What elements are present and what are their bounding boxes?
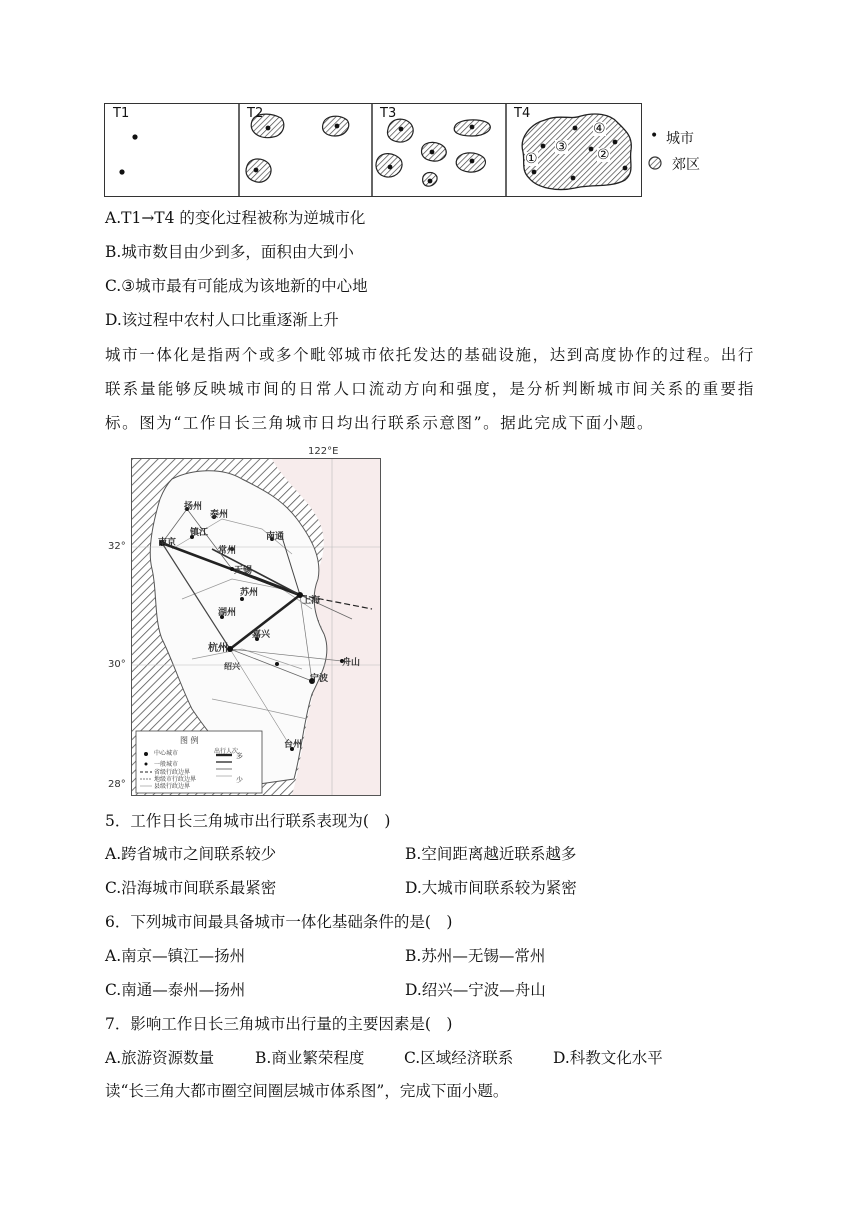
map-city-ningbo: 宁波 [310,674,329,684]
urbanization-stages-figure [104,103,642,197]
map-city-taizhou: 泰州 [210,510,229,520]
map-city-yangzhou: 扬州 [184,502,203,512]
map-city-suzhou: 苏州 [240,588,259,598]
q5-option-c: C.沿海城市间联系最紧密 [105,879,277,897]
map-city-shanghai: 上海 [302,596,321,606]
q4-option-c: C.③城市最有可能成为该地新的中心地 [105,277,368,295]
map-city-wuxi: 无锡 [234,566,253,576]
map-lon-122: 122°E [308,446,339,457]
q7-option-b: B.商业繁荣程度 [255,1049,365,1067]
next-section-intro: 读“长三角大都市圈空间圈层城市体系图”，完成下面小题。 [105,1082,509,1100]
map-lat-30: 30° [108,659,126,670]
legend-city-label: 城市 [666,131,694,147]
map-city-changzhou: 常州 [218,546,237,556]
reading-passage: 城市一体化是指两个或多个毗邻城市依托发达的基础设施，达到高度协作的过程。出行联系量能够反映城市间的日常人口流动方向和强度，是分析判断城市间关系的重要指标。图为“工作日长三角城市日均出行联系示意图”。据此完成下面小题。 [105,346,755,432]
map-city-jiaxing: 嘉兴 [252,630,271,640]
map-city-nantong: 南通 [266,532,285,542]
suburb-hatch-icon [648,156,662,170]
map-city-nanjing: 南京 [158,538,177,548]
map-legend-title: 图 例 [180,736,199,745]
q6-option-d: D.绍兴—宁波—舟山 [405,981,546,999]
map-city-huzhou: 湖州 [218,608,237,618]
map-legend-flow-many: 多 [236,752,243,760]
map-legend-flow-few: 少 [236,776,243,784]
q4-option-b: B.城市数目由少到多，面积由大到小 [105,243,354,261]
q4-option-d: D.该过程中农村人口比重逐渐上升 [105,311,339,329]
q4-option-a: A.T1→T4 的变化过程被称为逆城市化 [105,209,366,227]
t4-number-4: ④ [593,121,606,137]
map-legend-prefecture-border: 地级市行政边界 [154,776,197,783]
q6-option-a: A.南京—镇江—扬州 [105,947,246,965]
q7-option-c: C.区域经济联系 [404,1049,514,1067]
map-legend-center-city: 中心城市 [154,750,179,757]
stage-label-t3: T3 [380,106,397,121]
map-legend-county-border: 县级行政边界 [154,783,191,790]
q7-option-d: D.科教文化水平 [553,1049,663,1067]
q5-option-d: D.大城市间联系较为紧密 [405,879,577,897]
t4-number-2: ② [597,147,610,163]
q6-stem: 6．下列城市间最具备城市一体化基础条件的是( ) [105,913,453,931]
city-dot-icon: • [650,128,659,144]
map-legend-general-city: 一般城市 [154,761,179,768]
q5-option-a: A.跨省城市之间联系较少 [105,845,277,863]
t4-number-1: ① [525,151,538,167]
map-city-zhoushan: 舟山 [342,658,361,668]
map-lat-32: 32° [108,541,126,552]
q6-option-c: C.南通—泰州—扬州 [105,981,246,999]
t4-number-3: ③ [555,139,568,155]
q6-option-b: B.苏州—无锡—常州 [405,947,546,965]
map-legend-flow-title: 出行人次 [214,748,239,755]
map-city-shaoxing: 绍兴 [224,662,240,671]
map-lat-28: 28° [108,779,126,790]
map-city-zhenjiang: 镇江 [190,528,209,538]
q7-stem: 7．影响工作日长三角城市出行量的主要因素是( ) [105,1015,453,1033]
stage-label-t1: T1 [113,106,130,121]
map-city-hangzhou: 杭州 [208,643,228,654]
map-legend-province-border: 省级行政边界 [154,769,191,776]
q5-stem: 5．工作日长三角城市出行联系表现为( ) [105,812,391,830]
q5-option-b: B.空间距离越近联系越多 [405,845,577,863]
stage-label-t2: T2 [247,106,264,121]
yangtze-delta-travel-map [131,458,381,796]
map-city-taizhou-zj: 台州 [284,740,303,750]
legend-suburb-label: 郊区 [672,157,700,173]
stage-label-t4: T4 [514,106,531,121]
q7-option-a: A.旅游资源数量 [105,1049,215,1067]
